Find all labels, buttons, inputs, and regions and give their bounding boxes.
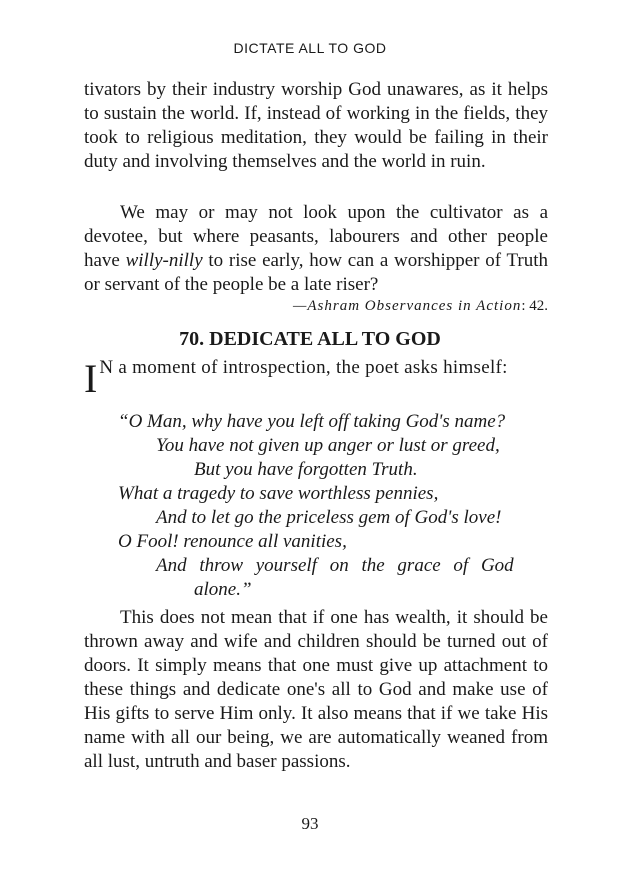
poem-line: O Fool! renounce all vanities, xyxy=(118,531,347,552)
intro-text: N a moment of introspection, the poet asks himself: xyxy=(99,357,508,378)
paragraph-cultivator xyxy=(84,201,548,297)
section-heading: 70. DEDICATE ALL TO GOD xyxy=(179,328,441,350)
paragraph-text: to rise early, how can a worshipper of Truth or servant of the people be a late riser? xyxy=(84,250,548,295)
paragraph-explanation: This does not mean that if one has wealth, it should be thrown away and wife and children should be turned out of doors. It simply means that one must give up attachment to these things and dedicate one's all to God and make use of His gifts to serve Him only. It also means that if we take His name with all our being, we are automatically weaned from all lust, untruth and baser passions. xyxy=(84,607,548,772)
poem-line: But you have forgotten Truth. xyxy=(194,459,418,480)
intro-paragraph xyxy=(84,356,548,401)
poem-line: alone.” xyxy=(194,579,252,600)
source-title: —Ashram Observances in Action xyxy=(293,298,522,314)
paragraph-continued: tivators by their industry worship God unawares, as it helps to sustain the world. If, instead of working in the fields, they took to religious meditation, they would be failing in their duty and involving themselves and the world in ruin. xyxy=(84,79,548,172)
drop-cap: I xyxy=(84,356,98,401)
poem-line: You have not given up anger or lust or greed, xyxy=(156,435,500,456)
poem-line: “O Man, why have you left off taking God's name? xyxy=(118,411,506,432)
emphasis-text: willy-nilly xyxy=(125,250,203,271)
source-page: : 42. xyxy=(521,298,548,314)
running-head: DICTATE ALL TO GOD xyxy=(233,40,387,56)
poem xyxy=(84,410,554,602)
source-attribution xyxy=(84,298,548,315)
paragraph-text: We may or may not look upon the cultivator as a devotee, but where peasants, labourers and other people have xyxy=(84,202,548,271)
poem-line: And throw yourself on the grace of God xyxy=(156,555,514,576)
poem-line: And to let go the priceless gem of God's love! xyxy=(156,507,502,528)
page-number: 93 xyxy=(301,814,319,833)
poem-line: What a tragedy to save worthless pennies, xyxy=(118,483,439,504)
